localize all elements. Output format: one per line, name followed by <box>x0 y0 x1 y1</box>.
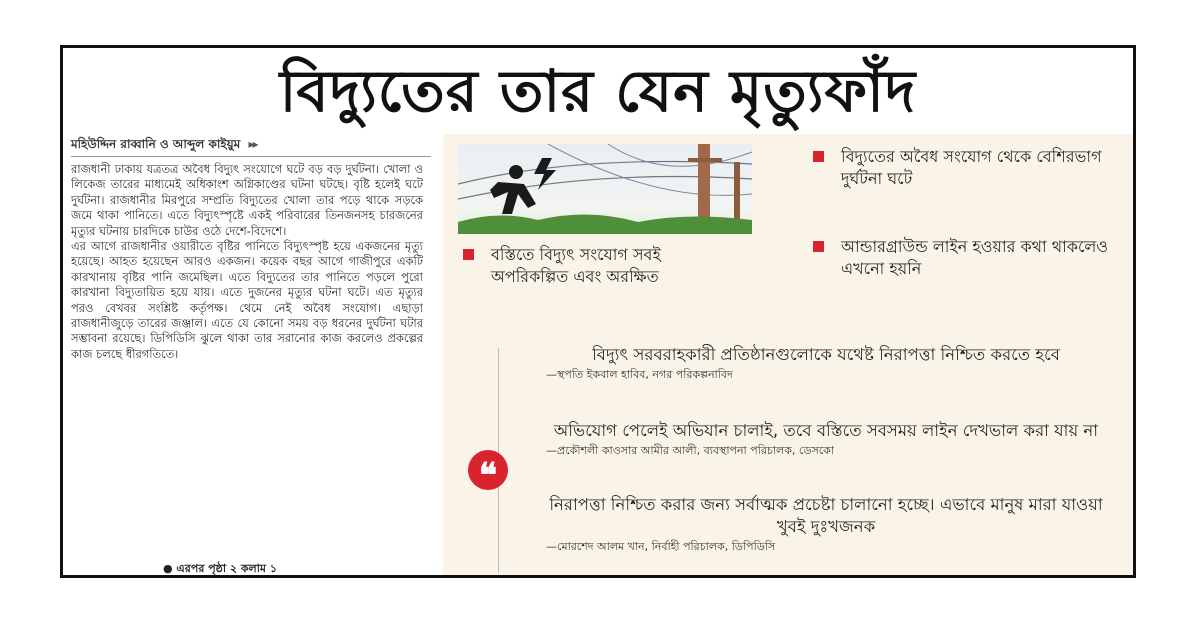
bullet-point <box>463 244 733 288</box>
bullet-point <box>813 236 1113 280</box>
quote-text: নিরাপত্তা নিশ্চিত করার জন্য সর্বাত্মক প্রচেষ্টা চালানো হচ্ছে। এভাবে মানুষ মারা যাওয়া খুবই দুঃখজনক <box>549 495 1103 536</box>
red-square-bullet-icon <box>813 241 824 252</box>
headline: বিদ্যুতের তার যেন মৃত্যুফাঁদ <box>279 57 917 125</box>
pull-quote <box>546 494 1106 554</box>
byline-divider <box>71 156 431 157</box>
continued-notice: ● এরপর পৃষ্ঠা ২ কলাম ১ <box>163 560 433 578</box>
bullet-text: আন্ডারগ্রাউন্ড লাইন হওয়ার কথা থাকলেও এখনো হয়নি <box>841 237 1109 278</box>
bullet-text: বস্তিতে বিদ্যুৎ সংযোগ সবই অপরিকল্পিত এবং অরক্ষিত <box>491 245 661 286</box>
quote-attribution: —প্রকৌশলী কাওসার আমীর আলী, ব্যবস্থাপনা পরিচালক, ডেসকো <box>546 444 835 457</box>
pull-quote <box>546 344 1106 382</box>
article-body <box>71 162 423 570</box>
bullet-point <box>813 146 1113 190</box>
electrocution-hazard-icon <box>458 144 752 234</box>
article-paragraph: রাজধানী ঢাকায় যত্রতত্র অবৈধ বিদ্যুৎ সংযোগে ঘটে বড় বড় দুর্ঘটনা। খোলা ও লিকেজ তারের মাধ্যমেই অধিকাংশ অগ্নিকাণ্ডের ঘটনা ঘটছে। বৃষ্টি হলেই ঘটে দুর্ঘটনা। রাজধানীর মিরপুরে সম্প্রতি বিদ্যুতের খোলা তার পড়ে থাকে সড়কে জমে থাকা পানিতে। এতে বিদ্যুৎস্পৃষ্টে একই পরিবারের তিনজনসহ চারজনের মৃত্যুর ঘটনায় চারদিকে চাউর ওঠে দেশে-বিদেশে। <box>71 162 423 238</box>
quote-text: অভিযোগ পেলেই অভিযান চালাই, তবে বস্তিতে সবসময় লাইন দেখভাল করা যায় না <box>553 421 1099 440</box>
newspaper-clipping <box>60 45 1136 578</box>
red-square-bullet-icon <box>813 151 824 162</box>
byline <box>71 136 421 156</box>
pull-quote <box>546 420 1106 458</box>
quote-attribution: —মোরশেদ আলম খান, নির্বাহী পরিচালক, ডিপিডিসি <box>546 540 776 553</box>
quotation-mark-icon: ❝ <box>468 450 508 490</box>
quote-text: বিদ্যুৎ সরবরাহকারী প্রতিষ্ঠানগুলোকে যথেষ্ট নিরাপত্তা নিশ্চিত করতে হবে <box>592 345 1060 364</box>
bullet-text: বিদ্যুতের অবৈধ সংযোগ থেকে বেশিরভাগ দুর্ঘটনা ঘটে <box>841 147 1102 188</box>
hazard-photo-illustration <box>458 144 752 234</box>
byline-arrows-icon: ▸▸ <box>248 137 257 151</box>
byline-authors: মহিউদ্দিন রাব্বানি ও আব্দুল কাইয়ুম <box>71 137 241 151</box>
article-paragraph: এর আগে রাজধানীর ওয়ারীতে বৃষ্টির পানিতে বিদ্যুৎস্পৃষ্ট হয়ে একজনের মৃত্যু হয়েছে। আহত হয়েছেন আরও একজন। কয়েক বছর আগে গাজীপুরে একটি কারখানায় বৃষ্টির পানি জমেছিল। এতে বিদ্যুতের তার পানিতে পড়লে পুরো কারখানা বিদ্যুতায়িত হয়ে যায়। এতে দুজনের মৃত্যুর ঘটনা ঘটে। এত মৃত্যুর পরও বেখবর সংশ্লিষ্ট কর্তৃপক্ষ। থেমে নেই অবৈধ সংযোগ। এছাড়া রাজধানীজুড়ে তারের জঞ্জাল। এতে যে কোনো সময় বড় ধরনের দুর্ঘটনা ঘটার সম্ভাবনা রয়েছে। ডিপিডিসি ঝুলে থাকা তার সরানোর কাজ করলেও প্রকল্পের কাজ চলছে ধীরগতিতে। <box>71 239 423 361</box>
quote-attribution: —স্থপতি ইকবাল হাবিব, নগর পরিকল্পনাবিদ <box>546 368 733 381</box>
red-square-bullet-icon <box>463 249 474 260</box>
